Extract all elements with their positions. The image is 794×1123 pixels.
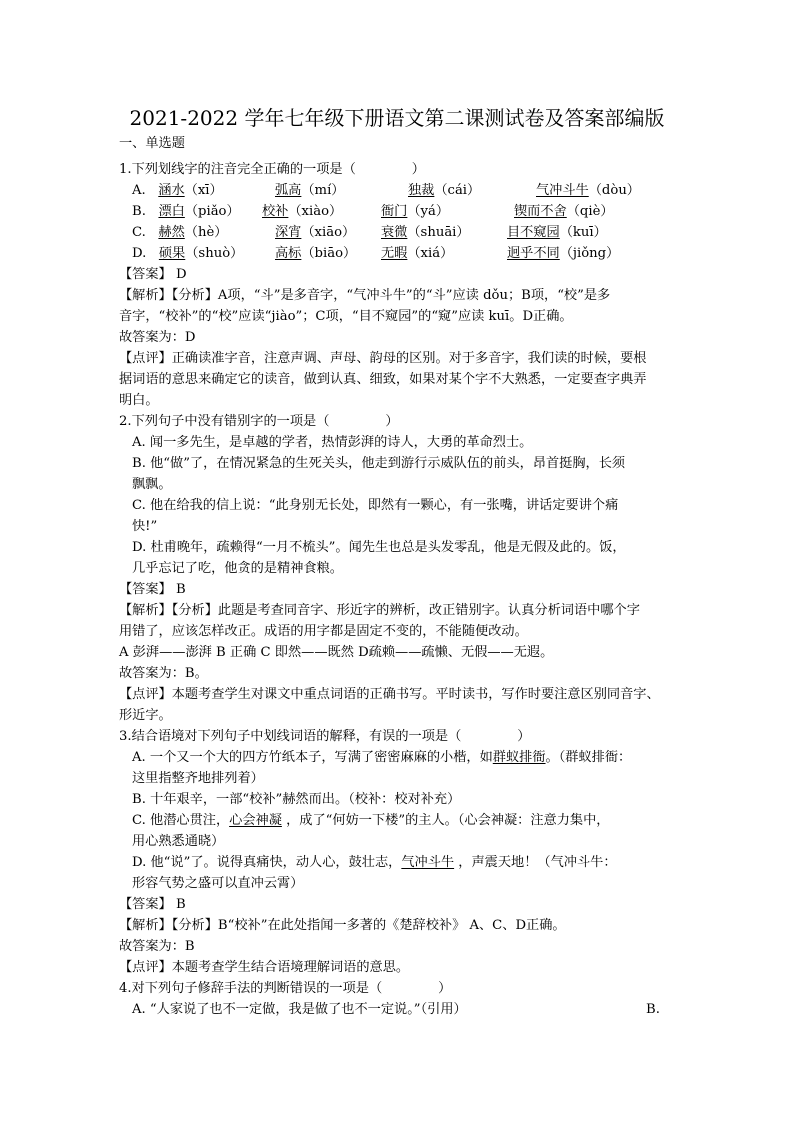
option-cell: 弧高（mí） xyxy=(275,183,345,198)
question-4-stem: 4.对下列句子修辞手法的判断错误的一项是（ ） xyxy=(119,981,452,996)
comment-line: 明白。 xyxy=(119,393,159,408)
option-cell: 衙门（yá） xyxy=(381,204,450,219)
option-line: B. 他“做”了，在情况紧急的生死关头，他走到游行示威队伍的前头，昂首挺胸，长须 xyxy=(132,456,626,471)
option-cell: 目不窥园（kuī） xyxy=(507,225,607,240)
option-label: D. 硕果（shuò） xyxy=(132,246,244,261)
question-1-stem: 1.下列划线字的注音完全正确的一项是（ ） xyxy=(119,162,425,177)
analysis-line: 用错了，应该怎样改正。成语的用字都是固定不变的，不能随便改动。 xyxy=(119,624,528,639)
option-line: 快!” xyxy=(132,519,158,534)
analysis-line: 故答案为：B xyxy=(119,939,195,954)
comment-line: 【点评】本题考查学生对课文中重点词语的正确书写。平时读书，写作时要注意区别同音字、 xyxy=(119,687,660,702)
option-label: A. 涵水（xī） xyxy=(132,183,223,198)
option-line: B. xyxy=(646,1002,660,1017)
comment-line: 形近字。 xyxy=(119,708,172,723)
analysis-line: 【解析】【分析】A项，“斗”是多音字，“气冲斗牛”的“斗”应读 dǒu；B项，“校”是多 xyxy=(119,288,611,303)
document-title: 2021-2022 学年七年级下册语文第二课测试卷及答案部编版 xyxy=(129,106,665,130)
option-cell: 深宵（xiāo） xyxy=(275,225,356,240)
option-cell: 无暇（xiá） xyxy=(381,246,454,261)
option-line: 飘飘。 xyxy=(132,477,172,492)
analysis-line: 故答案为：B。 xyxy=(119,666,208,681)
option-line: A. “人家说了也不一定做，我是做了也不一定说。”（引用） xyxy=(132,1002,467,1017)
option-line: 形容气势之盛可以直冲云霄） xyxy=(132,876,304,891)
answer-line: 【答案】 B xyxy=(119,897,186,912)
option-line: A. 闻一多先生，是卓越的学者，热情彭湃的诗人，大勇的革命烈士。 xyxy=(132,435,533,450)
option-cell: 高标（biāo） xyxy=(275,246,357,261)
comment-line: 据词语的意思来确定它的读音，做到认真、细致，如果对某个字不大熟悉，一定要查字典弄 xyxy=(119,372,647,387)
answer-line: 【答案】 B xyxy=(119,582,186,597)
analysis-line: 【解析】【分析】B“校补”在此处指闻一多著的《楚辞校补》 A、C、D正确。 xyxy=(119,918,566,933)
option-line: B. 十年艰辛，一部“校补”赫然而出。（校补：校对补充） xyxy=(132,792,461,807)
option-cell: 校补（xiào） xyxy=(262,204,343,219)
option-line: D. 杜甫晚年，疏赖得“一月不梳头”。闻先生也总是头发零乱，他是无假及此的。饭， xyxy=(132,540,626,555)
option-line: 几乎忘记了吃，他贪的是精神食粮。 xyxy=(132,561,343,576)
analysis-line: 音字，“校补”的“校”应读“jiào”；C项，“目不窥园”的“窥”应读 kuī。D正确。 xyxy=(119,309,573,324)
option-line: 用心熟悉通晓） xyxy=(132,834,225,849)
option-label: B. 漂白（piǎo） xyxy=(132,204,240,219)
analysis-line: 【解析】【分析】此题是考查同音字、形近字的辨析，改正错别字。认真分析词语中哪个字 xyxy=(119,603,640,618)
option-cell: 衰微（shuāi） xyxy=(381,225,470,240)
analysis-line: A 彭湃——澎湃 B 正确 C 即然——既然 D疏赖——疏懒、无假——无遐。 xyxy=(119,645,554,660)
option-cell: 气冲斗牛（dòu） xyxy=(536,183,640,198)
option-line: A. 一个又一个大的四方竹纸本子，写满了密密麻麻的小楷，如群蚁排衙。（群蚁排衙： xyxy=(132,750,632,765)
question-2-stem: 2.下列句子中没有错别字的一项是（ ） xyxy=(119,414,399,429)
section-heading: 一、单选题 xyxy=(119,136,185,151)
option-cell: 锲而不舍（qiè） xyxy=(514,204,614,219)
question-3-stem: 3.结合语境对下列句子中划线词语的解释，有误的一项是（ ） xyxy=(119,729,531,744)
option-line: D. 他“说”了。说得真痛快，动人心，鼓壮志，气冲斗牛 ，声震天地！（气冲斗牛： xyxy=(132,855,617,870)
option-cell: 迥乎不同（jiǒng） xyxy=(507,246,620,261)
option-cell: 独裁（cái） xyxy=(408,183,481,198)
comment-line: 【点评】正确读准字音，注意声调、声母、韵母的区别。对于多音字，我们读的时候，要根 xyxy=(119,351,647,366)
option-line: C. 他潜心贯注，心会神凝 ，成了“何妨一下楼”的主人。（心会神凝：注意力集中， xyxy=(132,813,610,828)
comment-line: 【点评】本题考查学生结合语境理解词语的意思。 xyxy=(119,960,410,975)
answer-line: 【答案】 D xyxy=(119,267,187,282)
option-line: C. 他在给我的信上说：“此身别无长处，即然有一颗心，有一张嘴，讲话定要讲个痛 xyxy=(132,498,619,513)
option-line: 这里指整齐地排列着） xyxy=(132,771,264,786)
option-label: C. 赫然（hè） xyxy=(132,225,228,240)
analysis-line: 故答案为：D xyxy=(119,330,196,345)
